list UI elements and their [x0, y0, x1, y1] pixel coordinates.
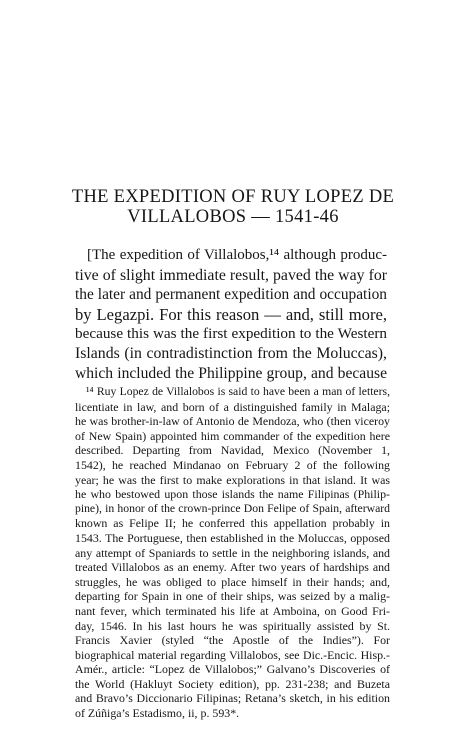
footnote-line: year; he was the first to make explorations in that island. It was [75, 472, 390, 487]
footnote-line: of New Spain) appointed him commander of the expedition here [75, 428, 390, 443]
footnote-line: 1542), he reached Mindanao on February 2 of the following [75, 457, 390, 472]
footnote-line: Amér., article: “Lopez de Villalobos;” Galvano’s Discoveries of [75, 662, 390, 677]
footnote-line: struggles, he was obliged to place himself in their hands; and, [75, 574, 390, 589]
footnote-line: biographical material regarding Villalobos, see Dic.-Encic. Hisp.- [75, 647, 390, 662]
footnote-line: Francis Xavier (styled “the Apostle of the Indies”). For [75, 633, 390, 648]
footnote-line: pine), in honor of the crown-prince Don Felipe of Spain, afterward [75, 501, 390, 515]
footnote-line: licentiate in law, and born of a distinguished family in Malaga; [75, 399, 390, 414]
footnote [75, 385, 390, 721]
footnote-line: described. Departing from Navidad, Mexico (November 1, [75, 443, 390, 458]
footnote-line: 1543. The Portuguese, then established in the Moluccas, opposed [75, 530, 390, 545]
chapter-title-line-2: VILLALOBOS — 1541-46 [127, 207, 339, 227]
footnote-line: he was brother-in-law of Antonio de Mendoza, who (then viceroy [75, 414, 390, 429]
footnote-line: of Zúñiga’s Estadismo, ii, p. 593*. [75, 706, 240, 721]
body-line: [The expedition of Villalobos,¹⁴ although produc- [87, 247, 387, 263]
body-line: by Legazpi. For this reason — and, still more, [75, 304, 387, 324]
footnote-line: treated Villalobos as an enemy. After two years of hardships and [75, 560, 390, 575]
footnote-line: known as Felipe II; he conferred this appellation probably in [75, 516, 390, 531]
footnote-line: the World (Hakluyt Society edition), pp. 231-238; and Buzeta [75, 676, 390, 691]
body-line: Islands (in contradistinction from the Moluccas), [75, 344, 387, 362]
body-line: tive of slight immediate result, paved the way for [75, 266, 387, 284]
body-line: which included the Philippine group, and because [75, 364, 387, 382]
body-paragraph [75, 246, 387, 383]
body-line: the later and permanent expedition and occupation [75, 286, 387, 304]
footnote-line: departing for Spain in one of their ships, was seized by a malig- [75, 589, 390, 604]
footnote-line: ¹⁴ Ruy Lopez de Villalobos is said to have been a man of letters, [86, 385, 390, 398]
footnote-line: and Bravo’s Diccionario Filipinas; Retana’s sketch, in his edition [75, 691, 390, 706]
footnote-line: nant fever, which terminated his life at Amboina, on Good Fri- [75, 603, 390, 618]
footnote-line: any attempt of Spaniards to settle in the neighboring islands, and [75, 545, 390, 560]
footnote-line: he who bestowed upon those islands the name Filipinas (Philip- [75, 487, 390, 502]
chapter-title-line-1: THE EXPEDITION OF RUY LOPEZ DE [71, 187, 395, 207]
body-line: because this was the first expedition to the Western [75, 325, 387, 343]
footnote-line: day, 1546. In his last hours he was spiritually assisted by St. [75, 618, 390, 633]
